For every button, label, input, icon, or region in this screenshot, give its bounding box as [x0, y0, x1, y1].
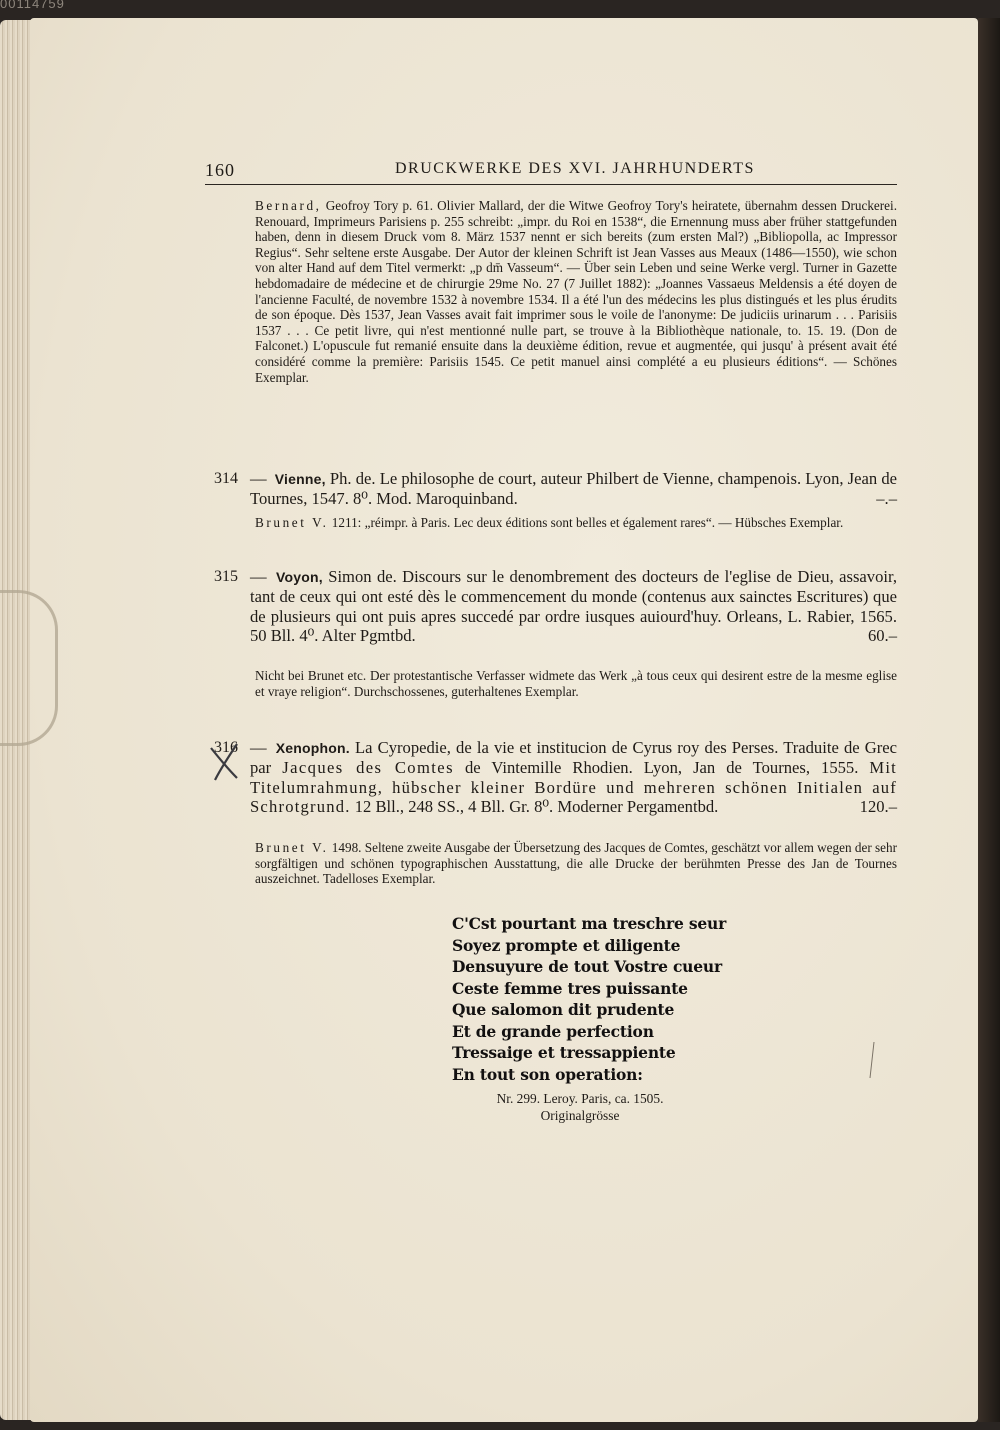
entry-314-note	[255, 515, 897, 531]
blackletter-line: En tout son operation:	[452, 1064, 643, 1084]
entry-price: 60.–	[867, 626, 897, 646]
entry-315	[250, 567, 897, 646]
intro-note	[255, 198, 897, 385]
entry-dash: —	[250, 738, 267, 757]
page-number: 160	[205, 160, 235, 180]
entry-title-part: 12 Bll., 248 SS., 4 Bll. Gr. 8⁰. Moderner Pergamentbd.	[350, 797, 719, 817]
page-header	[205, 158, 897, 185]
caption-line: Nr. 299. Leroy. Paris, ca. 1505.	[496, 1091, 664, 1106]
entry-author: Voyon,	[275, 569, 323, 585]
entry-title: Ph. de. Le philosophe de court, auteur Philbert de Vienne, champenois. Lyon, Jean de Tournes, 1547. 8⁰. Mod. Maroquinband.	[250, 469, 897, 509]
facsimile-caption	[440, 1090, 720, 1124]
page-clip	[0, 590, 58, 746]
entry-title-part: de Vintemille Rhodien. Lyon, Jan de Tournes, 1555.	[453, 758, 870, 778]
entry-author: Xenophon.	[275, 740, 350, 756]
note-text: Nicht bei Brunet etc. Der protestantische Verfasser widmete das Werk „à tous ceux qui desirent estre de la mesme eglise et vraye religion“. Durchschossenes, guterhaltenes Exemplar.	[255, 668, 897, 699]
note-text: 1498. Seltene zweite Ausgabe der Übersetzung des Jacques de Comtes, geschätzt vor allem wegen der sehr sorgfältigen und schönen typographischen Ausstattung, die alle Drucke der berühmten Presse des Jan de Tournes auszeichnet. Tadelloses Exemplar.	[255, 840, 897, 887]
entry-price: 120.–	[859, 797, 897, 817]
entry-number: 316	[214, 739, 238, 756]
entry-title-part: La Cyropedie, de la vie et institucion de Cyrus roy des Perses. Traduite de Grec par	[250, 738, 897, 778]
entry-title: Simon de. Discours sur le denombrement des docteurs de l'eglise de Dieu, assavoir, tant de ceux qui ont esté dès le commencement du monde (contenus aux sainctes Escritures) que de plusieurs qui ont puis apres succedé par ordre iusques auiourd'huy. Orleans, L. Rabier, 1565. 50 Bll. 4⁰. Alter Pgmtbd.	[250, 567, 897, 646]
entry-314	[250, 469, 897, 509]
entry-title-spaced: Mit Titelumrahmung, hübscher kleiner Bordüre und mehreren schönen Initialen auf Schrotgrund.	[250, 758, 897, 817]
entry-number: 315	[214, 568, 238, 585]
blackletter-line: Ceste femme tres puissante	[452, 978, 688, 998]
running-title: DRUCKWERKE DES XVI. JAHRHUNDERTS	[395, 160, 755, 177]
caption-line: Originalgrösse	[540, 1108, 620, 1123]
entry-author: Vienne,	[274, 471, 326, 487]
book-spine-shadow	[978, 18, 1000, 1422]
entry-price: –.–	[876, 489, 897, 509]
entry-number: 314	[214, 470, 238, 487]
handwritten-x-mark-icon	[207, 742, 243, 782]
entry-316	[250, 738, 897, 817]
note-sp-lead: Bernard,	[255, 198, 322, 213]
blackletter-line: Que salomon dit prudente	[452, 1000, 675, 1019]
note-sp-lead: Brunet V.	[255, 515, 329, 530]
pencil-mark-icon	[862, 1040, 882, 1080]
note-sp-lead: Brunet V.	[255, 840, 329, 855]
entry-dash: —	[250, 469, 267, 488]
entry-316-note	[255, 840, 897, 887]
blackletter-line: Tressaige et tressappiente	[452, 1043, 676, 1062]
entry-title-spaced: Jacques des Comtes	[282, 758, 454, 778]
note-text: 1211: „réimpr. à Paris. Lec deux éditions sont belles et également rares“. — Hübsches Exemplar.	[328, 515, 844, 530]
blackletter-facsimile	[452, 913, 727, 1085]
blackletter-line: Densuyure de tout Vostre cueur	[452, 957, 722, 976]
scan-identifier: 00114759	[0, 0, 65, 10]
blackletter-line: Et de grande perfection	[452, 1021, 654, 1041]
blackletter-line: Soyez prompte et diligente	[452, 935, 681, 955]
entry-dash: —	[250, 567, 267, 586]
entry-315-note	[255, 668, 897, 699]
note-text: Geofroy Tory p. 61. Olivier Mallard, der die Witwe Geofroy Tory's heiratete, übernahm dessen Druckerei. Renouard, Imprimeurs Parisiens p. 255 schreibt: „impr. du Roi en 1538“, die Ernennung muss aber früher stattgefunden haben, denn in diesem Druck vom 8. März 1537 nennt er sich bereits (zum ersten Mal?) „Bibliopolla, ac Impressor Regius“. Sehr seltene erste Ausgabe. Der Autor der kleinen Schrift ist Jean Vasses aus Meaux (1486—1550), wie schon von alter Hand auf dem Titel vermerkt: „p dm̄ Vasseum“. — Über sein Leben und seine Werke vergl. Turner in Gazette hebdomadaire de médecine et de chirurgie 29me No. 27 (7 Juillet 1882): „Joannes Vassaeus Meldensis a été doyen de l'ancienne Faculté, de novembre 1532 à novembre 1534. Il a été l'un des médecins les plus distingués et les plus érudits de son époque. Dès 1537, Jean Vasses avait fait imprimer sous le voile de l'anonyme: De judiciis urinarum . . . Parisiis 1537 . . . Ce petit livre, qui n'est mentionné nulle part, se trouve à la Bibliothèque nationale, to. 15. 19. (Don de Falconet.) L'opuscule fut remanié ensuite dans la deuxième édition, revue et augmentée, qui jusqu' à présent avait été considéré comme la première: Parisiis 1545. Ce petit manuel ainsi complété a eu plusieurs éditions“. — Schönes Exemplar.	[255, 198, 897, 385]
blackletter-line: C'Cst pourtant ma treschre seur	[452, 914, 727, 933]
